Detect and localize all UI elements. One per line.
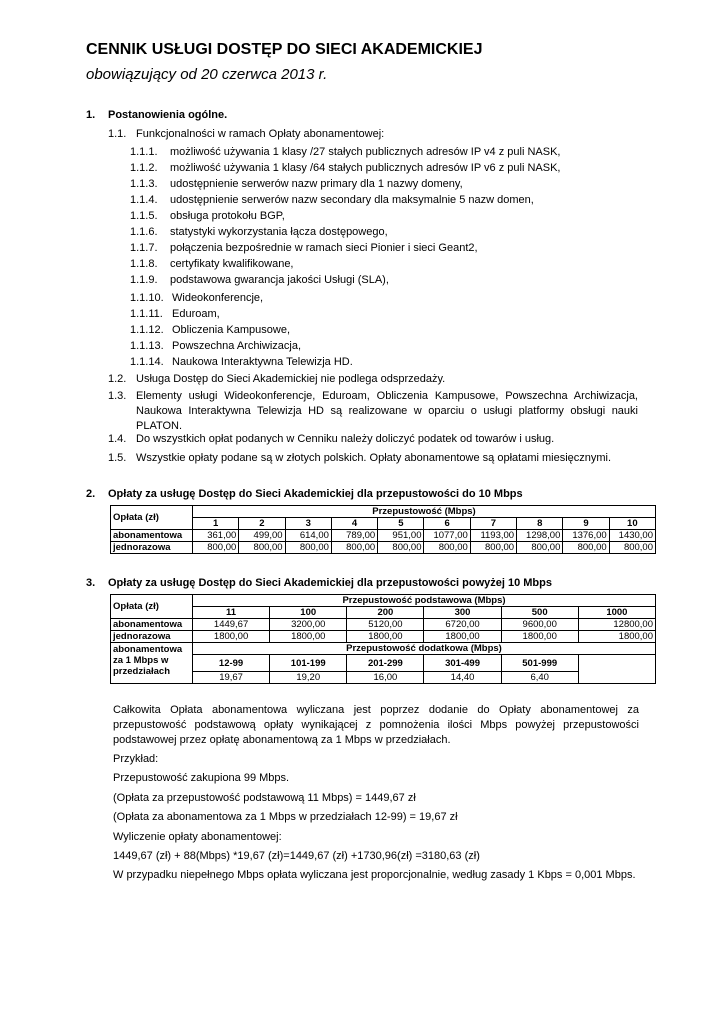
paragraph-line: przepustowość podstawową opłaty wynikającej z pomnożenia ilości Mbps powyżej przepustowości [113,719,639,731]
table-cell: 1193,00 [470,530,516,542]
column-header: 3 [285,518,331,530]
item-number: 1.1.6. [130,226,158,238]
list-item [130,193,534,208]
list-item [108,372,445,387]
table-cell: 6720,00 [424,619,501,631]
table-cell: 19,67 [193,672,270,684]
item-text-line: Naukowa Interaktywna Telewizja HD są realizowane w oparciu o usługi platformy obsługi nauki [136,405,638,417]
item-number: 1.1.9. [130,274,158,286]
table-cell: 1800,00 [501,631,578,643]
item-number: 1.2. [108,373,127,385]
table-cell: 800,00 [239,542,285,554]
table-cell: 800,00 [193,542,239,554]
list-item [130,241,478,256]
section-title: Postanowienia ogólne. [108,109,228,121]
table-cell: 14,40 [424,672,501,684]
table-cell: 1376,00 [563,530,609,542]
column-header: 8 [517,518,563,530]
table-cell: 1449,67 [193,619,270,631]
item-number: 1.1.14. [130,356,164,368]
example-line: 1449,67 (zł) + 88(Mbps) *19,67 (zł)=1449,67 (zł) +1730,96(zł) =3180,63 (zł) [113,850,480,862]
row-header-line: za 1 Mbps w [113,655,169,666]
list-item [108,432,554,447]
item-number: 1.5. [108,452,127,464]
table-cell: 499,00 [239,530,285,542]
example-line: (Opłata za przepustowość podstawową 11 Mbps) = 1449,67 zł [113,792,416,804]
item-number: 1.4. [108,433,127,445]
table-cell: 614,00 [285,530,331,542]
item-text: Powszechna Archiwizacja, [172,340,302,352]
item-text: Eduroam, [172,308,220,320]
item-number: 1.1.5. [130,210,158,222]
table-cell: 1800,00 [193,631,270,643]
row-header: jednorazowa [111,542,193,554]
table-row [111,542,656,554]
item-number: 1.1.3. [130,178,158,190]
row-header-extra [111,643,193,684]
table-cell: 800,00 [470,542,516,554]
table-cell: 789,00 [331,530,377,542]
column-header: 9 [563,518,609,530]
list-item [108,127,384,142]
column-header: 200 [347,607,424,619]
table-header-row [111,518,656,530]
item-number: 1.1.2. [130,162,158,174]
item-text: Obliczenia Kampusowe, [172,324,291,336]
table-cell: 5120,00 [347,619,424,631]
section-number: 1. [86,109,96,121]
section-2-heading [86,487,523,502]
table-corner: Opłata (zł) [111,506,193,530]
item-text: Wszystkie opłaty podane są w złotych polskich. Opłaty abonamentowe są opłatami miesięcznymi. [136,452,612,464]
column-header: 11 [193,607,270,619]
section-title: Opłaty za usługę Dostęp do Sieci Akademickiej dla przepustowości do 10 Mbps [108,488,523,500]
list-item [130,177,463,192]
table-cell: 1430,00 [609,530,655,542]
item-text: możliwość używania 1 klasy /64 stałych publicznych adresów IP v6 z puli NASK, [170,162,561,174]
table-cell: 951,00 [378,530,424,542]
table-cell: 800,00 [331,542,377,554]
item-text: Funkcjonalności w ramach Opłaty abonamentowej: [136,128,385,140]
table-header-row [111,607,656,619]
table-group-header: Przepustowość (Mbps) [193,506,656,518]
section-title: Opłaty za usługę Dostęp do Sieci Akademickiej dla przepustowości powyżej 10 Mbps [108,577,552,589]
item-number: 1.1.11. [130,308,163,320]
table-cell: 1800,00 [424,631,501,643]
item-text: obsługa protokołu BGP, [170,210,285,222]
column-header: 2 [239,518,285,530]
table-cell: 3200,00 [270,619,347,631]
example-label: Przykład: [113,753,159,765]
row-header-line: abonamentowa [113,644,183,655]
item-text: podstawowa gwarancja jakości Usługi (SLA), [170,274,389,286]
item-text: statystyki wykorzystania łącza dostępowego, [170,226,388,238]
table-cell: 1298,00 [517,530,563,542]
example-line: (Opłata za abonamentowa za 1 Mbps w przedziałach 12-99) = 19,67 zł [113,811,458,823]
list-item [130,339,301,354]
table-cell: 1800,00 [578,631,655,643]
column-header: 101-199 [270,655,347,672]
table-group-header: Przepustowość dodatkowa (Mbps) [193,643,656,655]
item-number: 1.3. [108,390,127,402]
list-item [130,257,294,272]
section-number: 2. [86,488,96,500]
column-header: 10 [609,518,655,530]
column-header: 301-499 [424,655,501,672]
table-cell: 800,00 [378,542,424,554]
row-header-line: przedziałach [113,666,171,677]
table-cell: 800,00 [424,542,470,554]
list-item [130,273,389,288]
table-row [111,619,656,631]
item-text: Do wszystkich opłat podanych w Cenniku należy doliczyć podatek od towarów i usług. [136,433,555,445]
table-cell: 9600,00 [501,619,578,631]
empty-cell [578,655,655,684]
list-item [130,161,560,176]
table-row [111,631,656,643]
column-header: 6 [424,518,470,530]
table-cell: 12800,00 [578,619,655,631]
item-text: Usługa Dostęp do Sieci Akademickiej nie podlega odsprzedaży. [136,373,446,385]
example-line: Przepustowość zakupiona 99 Mbps. [113,772,290,784]
row-header: jednorazowa [111,631,193,643]
item-text-line: Elementy usługi Wideokonferencje, Eduroam, Obliczenia Kampusowe, Powszechna Archiwizacja, [136,390,638,402]
table-cell: 16,00 [347,672,424,684]
item-text: udostępnienie serwerów nazw primary dla 1 nazwy domeny, [170,178,463,190]
item-text: Naukowa Interaktywna Telewizja HD. [172,356,353,368]
table-cell: 19,20 [270,672,347,684]
row-header: abonamentowa [111,619,193,631]
list-item [130,307,220,322]
table-row [111,672,656,684]
column-header: 7 [470,518,516,530]
price-table-above-10 [110,594,656,684]
item-text: połączenia bezpośrednie w ramach sieci Pionier i sieci Geant2, [170,242,478,254]
item-number: 1.1.12. [130,324,164,336]
table-cell: 6,40 [501,672,578,684]
column-header: 4 [331,518,377,530]
table-cell: 1800,00 [270,631,347,643]
column-header: 1 [193,518,239,530]
list-item [108,451,611,466]
list-item [130,225,388,240]
document-title: CENNIK USŁUGI DOSTĘP DO SIECI AKADEMICKIEJ [86,41,483,58]
document-subtitle: obowiązujący od 20 czerwca 2013 r. [86,66,328,83]
list-item [130,355,353,370]
section-3-heading [86,576,552,591]
table-cell: 800,00 [563,542,609,554]
column-header: 501-999 [501,655,578,672]
example-line: W przypadku niepełnego Mbps opłata wyliczana jest proporcjonalnie, według zasady 1 Kbps = 0,001 Mbps. [113,869,636,881]
table-cell: 1077,00 [424,530,470,542]
table-header-row [111,655,656,672]
list-item [130,145,560,160]
table-cell: 800,00 [609,542,655,554]
item-number: 1.1. [108,128,127,140]
item-text: udostępnienie serwerów nazw secondary dla maksymalnie 5 nazw domen, [170,194,534,206]
paragraph-line: Całkowita Opłata abonamentowa wyliczana jest poprzez dodanie do Opłaty abonamentowej za [113,704,639,716]
table-group-header: Przepustowość podstawowa (Mbps) [193,595,656,607]
example-line: Wyliczenie opłaty abonamentowej: [113,831,282,843]
price-table-up-to-10 [110,505,656,554]
column-header: 1000 [578,607,655,619]
row-header: abonamentowa [111,530,193,542]
table-row [111,530,656,542]
column-header: 5 [378,518,424,530]
table-corner: Opłata (zł) [111,595,193,619]
item-number: 1.1.4. [130,194,158,206]
column-header: 500 [501,607,578,619]
table-cell: 361,00 [193,530,239,542]
item-text-line: PLATON. [136,420,183,432]
column-header: 12-99 [193,655,270,672]
column-header: 201-299 [347,655,424,672]
item-text: Wideokonferencje, [172,292,264,304]
item-number: 1.1.7. [130,242,158,254]
item-text: certyfikaty kwalifikowane, [170,258,294,270]
list-item [130,209,285,224]
table-cell: 800,00 [517,542,563,554]
item-number: 1.1.10. [130,292,164,304]
item-number: 1.1.13. [130,340,164,352]
column-header: 100 [270,607,347,619]
item-number: 1.1.1. [130,146,158,158]
list-item [130,323,290,338]
item-number: 1.1.8. [130,258,158,270]
list-item [130,291,263,306]
paragraph-line: podstawowej przez opłatę abonamentową za 1 Mbps w przedziałach. [113,734,451,746]
section-number: 3. [86,577,96,589]
section-1-heading [86,108,227,123]
column-header: 300 [424,607,501,619]
table-cell: 800,00 [285,542,331,554]
table-cell: 1800,00 [347,631,424,643]
item-text: możliwość używania 1 klasy /27 stałych publicznych adresów IP v4 z puli NASK, [170,146,561,158]
